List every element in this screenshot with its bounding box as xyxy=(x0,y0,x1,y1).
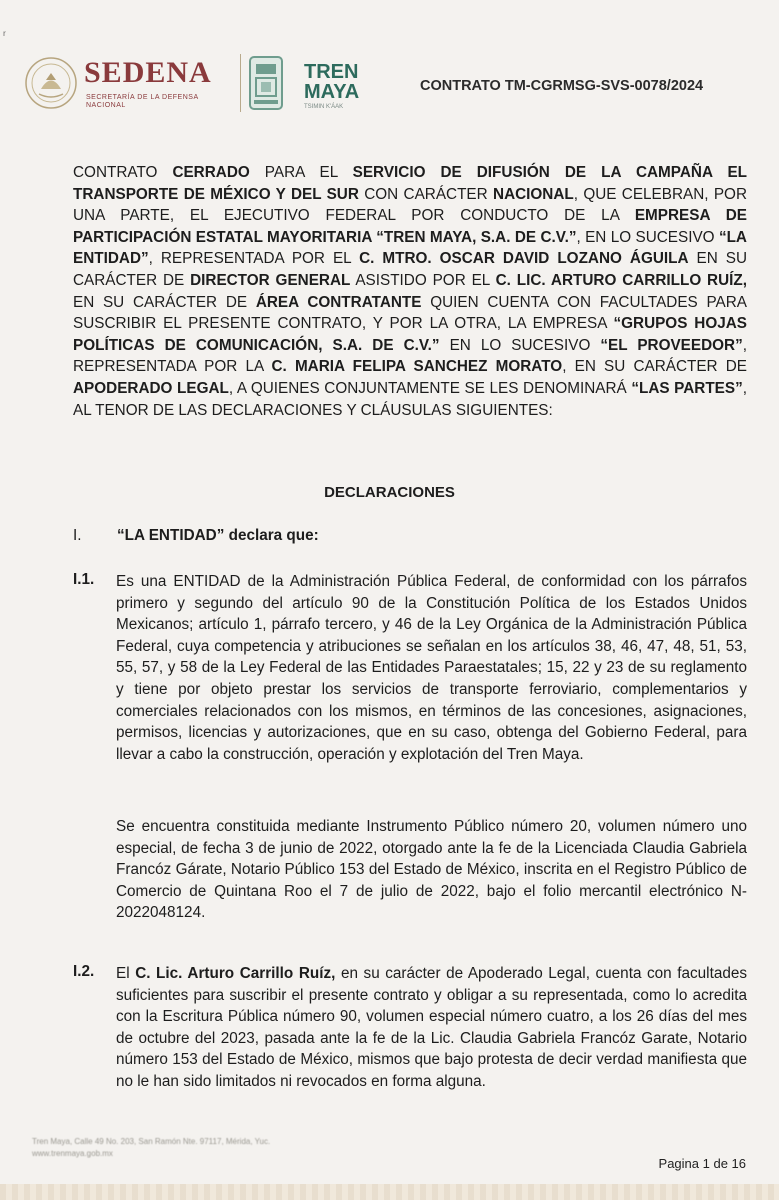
section-number: I. xyxy=(73,527,82,544)
clause-i1-paragraph-1: Es una ENTIDAD de la Administración Pública Federal, de conformidad con los párrafos primero y segundo del artículo 90 de la Constitución Política de los Estados Unidos Mexicanos; artículo 1, párrafo tercero, y 46 de la Ley Orgánica de la Administración Pública Federal, cuya competencia y atribuciones se señalan en los artículos 38, 46, 47, 48, 51, 53, 55, 57, y 58 de la Ley Federal de las Entidades Paraestatales; 15, 22 y 23 de su reglamento y tiene por objeto prestar los servicios de transporte ferroviario, complementarios y comerciales relacionados con los mismos, en términos de las concesiones, asignaciones, permisos, licencias y autorizaciones, que en su caso, obtenga del Gobierno Federal, para llevar a cabo la construcción, operación y explotación del Tren Maya. xyxy=(116,573,747,763)
intro-text: PARA EL xyxy=(249,164,353,181)
clause-number: I.1. xyxy=(73,571,95,588)
intro-text: ASISTIDO POR EL xyxy=(350,271,496,289)
intro-text: EN SU CARÁCTER DE xyxy=(73,250,748,289)
intro-text: CONTRATO xyxy=(73,164,173,181)
clause-text: El xyxy=(116,965,136,982)
footer-website: www.trenmaya.gob.mx xyxy=(32,1149,113,1158)
intro-text: QUIEN CUENTA CON FACULTADES PARA SUSCRIBIR EL PRESENTE CONTRATO, Y POR LA OTRA, LA EMPRESA xyxy=(73,293,748,333)
tren-word: TREN xyxy=(304,61,359,83)
clause-bold: C. Lic. Arturo Carrillo Ruíz, xyxy=(135,965,336,982)
intro-bold: C. MTRO. OSCAR DAVID LOZANO ÁGUILA xyxy=(359,250,689,268)
clause-text: en su carácter de Apoderado Legal, cuenta con facultades suficientes para suscribir el presente contrato y obligar a su representada, como lo acredita con la Escritura Pública número 90, volumen especial número cuatro, a los 26 días del mes de octubre del 2023, pasada ante la fe de la Lic. Claudia Gabriela Francóz Garate, Notario número 153 del Estado de México, mismos que bajo protesta de decir verdad manifiesta que no le han sido limitados ni revocados en forma alguna. xyxy=(116,965,747,1090)
intro-text: , AL TENOR DE LAS DECLARACIONES Y CLÁUSULAS SIGUIENTES: xyxy=(73,379,747,419)
letterhead xyxy=(22,50,757,120)
intro-bold: SERVICIO DE DIFUSIÓN DE LA CAMPAÑA EL TRANSPORTE DE MÉXICO Y DEL SUR xyxy=(73,164,747,203)
footer-address-line: Tren Maya, Calle 49 No. 203, San Ramón Nte. 97117, Mérida, Yuc. xyxy=(32,1137,271,1146)
sedena-subtitle: SECRETARÍA DE LA DEFENSA NACIONAL xyxy=(86,94,199,109)
mexico-seal-icon xyxy=(24,56,78,110)
intro-bold: ÁREA CONTRATANTE xyxy=(255,293,422,311)
clause-number: I.2. xyxy=(73,963,95,980)
sedena-wordmark: SEDENA xyxy=(84,56,212,89)
contract-number: CONTRATO TM-CGRMSG-SVS-0078/2024 xyxy=(420,78,704,94)
intro-bold: C. MARIA FELIPA SANCHEZ MORATO xyxy=(271,358,563,376)
tren-maya-wordmark xyxy=(304,62,359,102)
intro-bold: C. LIC. ARTURO CARRILLO RUÍZ, xyxy=(495,271,747,289)
intro-bold: EMPRESA DE PARTICIPACIÓN ESTATAL MAYORITARIA “TREN MAYA, S.A. DE C.V.” xyxy=(73,207,747,246)
intro-text: , A QUIENES CONJUNTAMENTE SE LES DENOMINARÁ xyxy=(228,379,632,397)
declaraciones-heading: DECLARACIONES xyxy=(324,484,455,501)
maya-word: MAYA xyxy=(304,81,360,103)
intro-bold: CERRADO xyxy=(172,164,250,181)
clause-i1-paragraph-2: Se encuentra constituida mediante Instrumento Público número 20, volumen número uno especial, de fecha 3 de junio de 2022, otorgado ante la fe de la Licenciada Claudia Gabriela Francóz Gárate, Notario Público 153 del Estado de México, inscrita en el Registro Público de Comercio de Quintana Roo el 7 de julio de 2022, bajo el folio mercantil electrónico N-2022048124. xyxy=(116,818,747,922)
intro-text: EN SU CARÁCTER DE xyxy=(73,293,256,311)
intro-text: , EN LO SUCESIVO xyxy=(576,228,719,246)
clause-i2-paragraph xyxy=(116,963,747,1093)
logo-divider xyxy=(240,54,241,112)
intro-bold: “LA ENTIDAD” xyxy=(73,228,747,268)
intro-text: , EN SU CARÁCTER DE xyxy=(562,358,747,376)
footer-address xyxy=(32,1136,432,1160)
intro-text: , REPRESENTADA POR EL xyxy=(148,250,360,268)
section-title: “LA ENTIDAD” declara que: xyxy=(117,527,319,544)
page-number: Pagina 1 de 16 xyxy=(658,1156,746,1171)
tren-maya-emblem-icon xyxy=(247,54,285,112)
intro-bold: “GRUPOS HOJAS POLÍTICAS DE COMUNICACIÓN, S.A. DE C.V.” xyxy=(73,315,747,354)
intro-text: CON CARÁCTER xyxy=(358,185,494,203)
intro-bold: “EL PROVEEDOR” xyxy=(600,336,743,354)
scan-mark: ʳ xyxy=(3,28,6,42)
intro-bold: DIRECTOR GENERAL xyxy=(190,271,351,289)
intro-bold: APODERADO LEGAL xyxy=(73,379,229,397)
intro-text: , QUE CELEBRAN, POR UNA PARTE, EL EJECUTIVO FEDERAL POR CONDUCTO DE LA xyxy=(73,185,747,225)
decorative-footer-band xyxy=(0,1184,779,1200)
contract-intro-paragraph xyxy=(73,162,747,421)
intro-text: , REPRESENTADA POR LA xyxy=(73,336,747,376)
tren-maya-subtitle: TSIMIN K'ÁAK xyxy=(304,104,344,110)
intro-text: EN LO SUCESIVO xyxy=(439,336,601,354)
intro-bold: NACIONAL xyxy=(493,185,574,203)
intro-bold: “LAS PARTES” xyxy=(631,379,743,397)
